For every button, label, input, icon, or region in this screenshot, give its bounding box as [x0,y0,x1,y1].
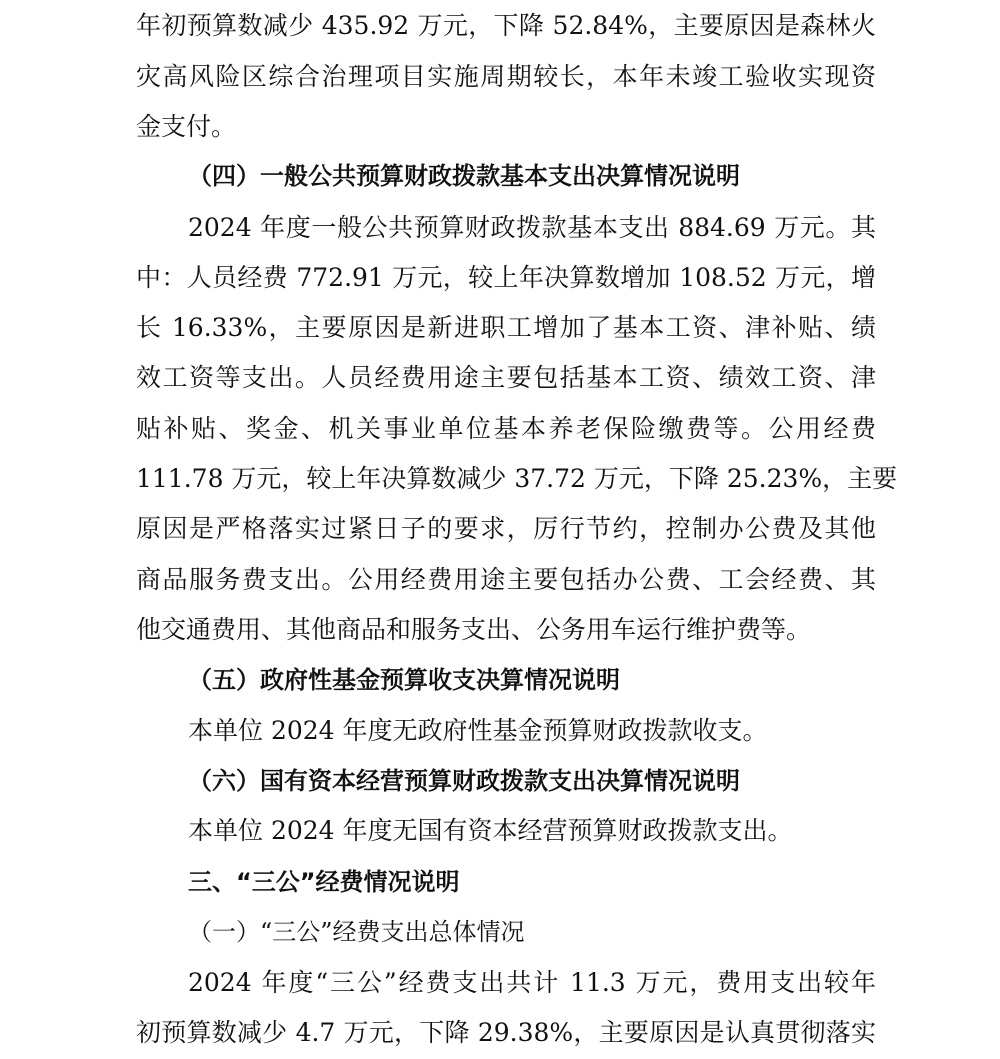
paragraph-line: 本单位 2024 年度无国有资本经营预算财政拨款支出。 [188,816,793,845]
paragraph-line: 灾高风险区综合治理项目实施周期较长，本年未竣工验收实现资 [136,62,876,91]
paragraph-line: 2024 年度一般公共预算财政拨款基本支出 884.69 万元。其 [188,213,876,242]
paragraph-line: 贴补贴、奖金、机关事业单位基本养老保险缴费等。公用经费 [136,414,876,443]
paragraph-line: 2024 年度“三公”经费支出共计 11.3 万元，费用支出较年 [188,968,876,997]
paragraph-line: 中：人员经费 772.91 万元，较上年决算数增加 108.52 万元，增 [136,263,876,292]
subsection-heading-1: （一）“三公”经费支出总体情况 [188,918,525,946]
paragraph-line: 商品服务费支出。公用经费用途主要包括办公费、工会经费、其 [136,565,876,594]
paragraph-line: 111.78 万元，较上年决算数减少 37.72 万元，下降 25.23%，主要 [136,464,898,493]
paragraph-line: 本单位 2024 年度无政府性基金预算财政拨款收支。 [188,716,768,745]
paragraph-line: 效工资等支出。人员经费用途主要包括基本工资、绩效工资、津 [136,363,876,392]
paragraph-line: 金支付。 [136,112,237,141]
chapter-heading-3: 三、“三公”经费情况说明 [188,868,460,896]
section-heading-6: （六）国有资本经营预算财政拨款支出决算情况说明 [188,767,740,795]
paragraph-line: 年初预算数减少 435.92 万元，下降 52.84%，主要原因是森林火 [136,11,876,40]
paragraph-line: 他交通费用、其他商品和服务支出、公务用车运行维护费等。 [136,615,812,644]
paragraph-line: 初预算数减少 4.7 万元，下降 29.38%，主要原因是认真贯彻落实 [136,1018,876,1047]
paragraph-line: 长 16.33%，主要原因是新进职工增加了基本工资、津补贴、绩 [136,313,876,342]
paragraph-line: 原因是严格落实过紧日子的要求，厉行节约，控制办公费及其他 [136,514,876,543]
section-heading-5: （五）政府性基金预算收支决算情况说明 [188,666,620,694]
section-heading-4: （四）一般公共预算财政拨款基本支出决算情况说明 [188,162,740,190]
